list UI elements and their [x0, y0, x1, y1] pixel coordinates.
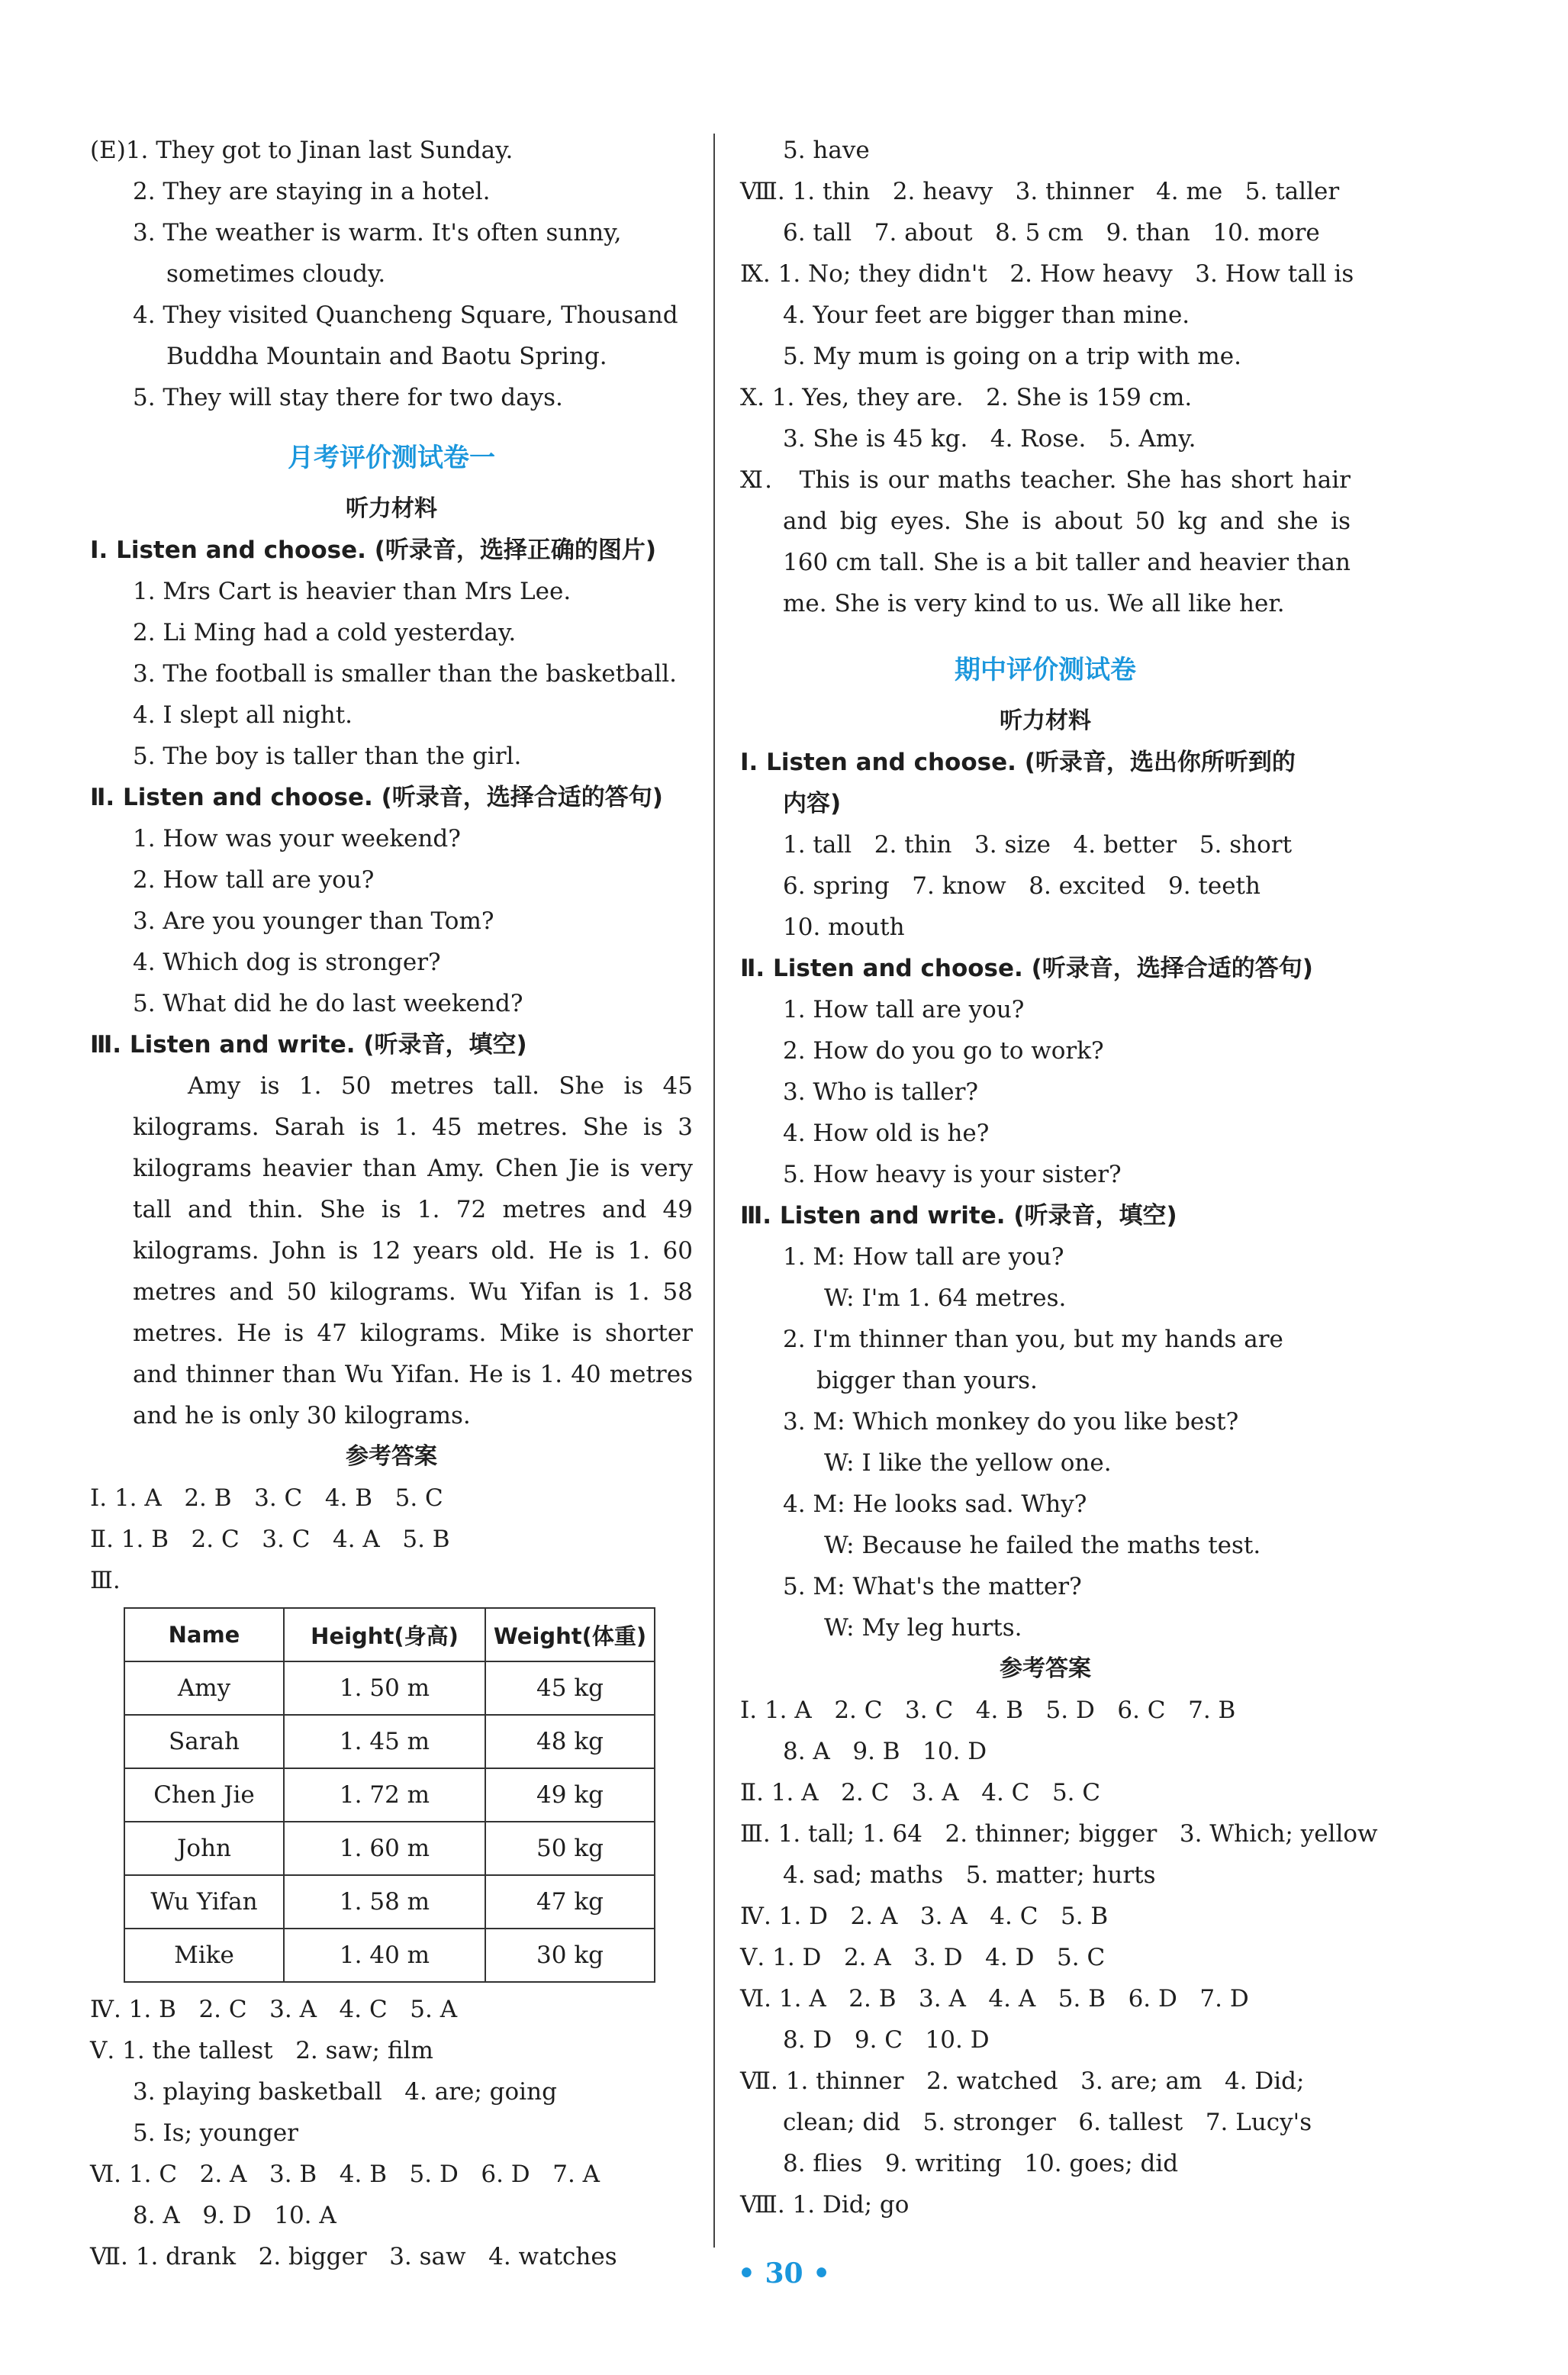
table-cell: 1. 50 m: [284, 1661, 485, 1715]
table-cell: 1. 40 m: [284, 1929, 485, 1982]
list-item: 2. How tall are you?: [133, 866, 375, 894]
part-heading: Ⅱ. Listen and choose. (听录音，选择合适的答句): [90, 784, 663, 811]
answer-line: Ⅳ. 1. B 2. C 3. A 4. C 5. A: [90, 1996, 458, 2023]
text-line: 4. They visited Quancheng Square, Thousand: [133, 301, 678, 329]
answers-title: 参考答案: [1000, 1655, 1091, 1682]
answers-title: 参考答案: [346, 1443, 437, 1470]
list-item: 3. The football is smaller than the basketball.: [133, 660, 678, 688]
part-heading: Ⅰ. Listen and choose. (听录音，选择正确的图片): [90, 537, 657, 564]
table-cell: 48 kg: [485, 1715, 655, 1768]
section-title: 月考评价测试卷一: [288, 443, 495, 473]
table-cell: 1. 45 m: [284, 1715, 485, 1768]
list-item: 4. Which dog is stronger?: [133, 949, 441, 976]
list-item: 5. How heavy is your sister?: [783, 1161, 1122, 1188]
dialogue-line: 3. M: Which monkey do you like best?: [783, 1408, 1239, 1436]
table-cell: Mike: [124, 1929, 284, 1982]
listening-title: 听力材料: [1000, 707, 1091, 734]
column-divider: [713, 134, 715, 2248]
table-row: [124, 1715, 655, 1768]
part-heading: Ⅱ. Listen and choose. (听录音，选择合适的答句): [740, 955, 1313, 982]
dialogue-line: 2. I'm thinner than you, but my hands are: [783, 1326, 1283, 1353]
dialogue-line: 1. M: How tall are you?: [783, 1243, 1064, 1271]
answer-line: 6. tall 7. about 8. 5 cm 9. than 10. more: [783, 219, 1320, 247]
list-item: 1. How was your weekend?: [133, 825, 461, 852]
answer-line: Ⅸ. 1. No; they didn't 2. How heavy 3. How tall is: [740, 260, 1354, 288]
list-item: 10. mouth: [783, 914, 905, 941]
list-item: 6. spring 7. know 8. excited 9. teeth: [783, 872, 1261, 900]
answer-line: Ⅰ. 1. A 2. B 3. C 4. B 5. C: [90, 1484, 443, 1512]
answer-line: clean; did 5. stronger 6. tallest 7. Lucy's: [783, 2109, 1312, 2136]
answer-line: 4. Your feet are bigger than mine.: [783, 301, 1190, 329]
right-column: [740, 130, 1378, 2225]
dialogue-line: W: Because he failed the maths test.: [824, 1532, 1261, 1559]
table-cell: 50 kg: [485, 1822, 655, 1875]
page-number: • 30 •: [737, 2257, 831, 2290]
answer-line: Ⅴ. 1. D 2. A 3. D 4. D 5. C: [740, 1944, 1106, 1971]
left-column: [90, 130, 693, 2277]
table-cell: 1. 72 m: [284, 1768, 485, 1822]
text-line: Buddha Mountain and Baotu Spring.: [166, 343, 607, 370]
answer-line: 8. A 9. D 10. A: [133, 2202, 336, 2229]
part-heading: 内容): [783, 790, 842, 817]
table-row: [124, 1929, 655, 1982]
answer-line: Ⅲ. 1. tall; 1. 64 2. thinner; bigger 3. Which; yellow: [740, 1820, 1378, 1848]
table-cell: 1. 60 m: [284, 1822, 485, 1875]
table-cell: 1. 58 m: [284, 1875, 485, 1929]
table-header-row: [124, 1608, 655, 1661]
answer-line: 5. have: [783, 137, 870, 164]
dialogue-line: bigger than yours.: [816, 1367, 1038, 1394]
answer-line: Ⅵ. 1. A 2. B 3. A 4. A 5. B 6. D 7. D: [740, 1985, 1249, 2012]
writing-paragraph: Ⅺ. This is our maths teacher. She has short hair and big eyes. She is about 50 kg and she is 160 cm tall. She is a bit taller and heavier than me. She is very kind to us. We all like her.: [740, 466, 1358, 617]
dialogue-line: W: My leg hurts.: [824, 1614, 1022, 1642]
answer-line: Ⅰ. 1. A 2. C 3. C 4. B 5. D 6. C 7. B: [740, 1697, 1236, 1724]
list-item: 4. I slept all night.: [133, 701, 353, 729]
list-item: 1. How tall are you?: [783, 996, 1025, 1023]
table-cell: Wu Yifan: [124, 1875, 284, 1929]
section-title: 期中评价测试卷: [955, 655, 1136, 685]
answer-line: 4. sad; maths 5. matter; hurts: [783, 1861, 1156, 1889]
answer-line: Ⅹ. 1. Yes, they are. 2. She is 159 cm.: [740, 384, 1193, 411]
list-item: 2. Li Ming had a cold yesterday.: [133, 619, 517, 646]
table-row: [124, 1768, 655, 1822]
list-item: 3. Who is taller?: [783, 1078, 979, 1106]
answer-line: 8. A 9. B 10. D: [783, 1738, 987, 1765]
table-header: Weight(体重): [485, 1608, 655, 1661]
dialogue-line: W: I like the yellow one.: [824, 1449, 1112, 1477]
dialogue-line: 5. M: What's the matter?: [783, 1573, 1082, 1600]
answer-line: 5. My mum is going on a trip with me.: [783, 343, 1241, 370]
list-item: 3. Are you younger than Tom?: [133, 907, 494, 935]
part-heading: Ⅲ. Listen and write. (听录音，填空): [90, 1031, 527, 1059]
answer-line: Ⅳ. 1. D 2. A 3. A 4. C 5. B: [740, 1903, 1109, 1930]
page-number-value: 30: [765, 2257, 803, 2290]
answer-line: 5. Is; younger: [133, 2119, 298, 2147]
answer-line: 3. She is 45 kg. 4. Rose. 5. Amy.: [783, 425, 1196, 453]
list-item: 5. What did he do last weekend?: [133, 990, 523, 1017]
dialogue-line: W: I'm 1. 64 metres.: [824, 1284, 1067, 1312]
answer-line: 3. playing basketball 4. are; going: [133, 2078, 557, 2106]
list-item: 5. The boy is taller than the girl.: [133, 743, 522, 770]
answer-line: Ⅷ. 1. thin 2. heavy 3. thinner 4. me 5. taller: [740, 178, 1340, 205]
table-cell: Sarah: [124, 1715, 284, 1768]
text-line: sometimes cloudy.: [166, 260, 386, 288]
answer-line: Ⅵ. 1. C 2. A 3. B 4. B 5. D 6. D 7. A: [90, 2161, 600, 2188]
answer-line: 8. flies 9. writing 10. goes; did: [783, 2150, 1179, 2177]
answer-line: 8. D 9. C 10. D: [783, 2026, 990, 2054]
height-weight-table: [124, 1607, 655, 1983]
text-line: 2. They are staying in a hotel.: [133, 178, 491, 205]
table-cell: 49 kg: [485, 1768, 655, 1822]
table-cell: Chen Jie: [124, 1768, 284, 1822]
part-heading: Ⅰ. Listen and choose. (听录音，选出你所听到的: [740, 749, 1296, 776]
table-header: Height(身高): [284, 1608, 485, 1661]
answer-line: Ⅱ. 1. A 2. C 3. A 4. C 5. C: [740, 1779, 1101, 1806]
table-cell: Amy: [124, 1661, 284, 1715]
answer-line: Ⅶ. 1. drank 2. bigger 3. saw 4. watches: [90, 2243, 617, 2270]
listening-paragraph: Amy is 1. 50 metres tall. She is 45 kilograms. Sarah is 1. 45 metres. She is 3 kilograms heavier than Amy. Chen Jie is very tall and thin. She is 1. 72 metres and 49 kilograms. John is 12 years old. He is 1. 60 metres and 50 kilograms. Wu Yifan is 1. 58 metres. He is 47 kilograms. Mike is shorter and thinner than Wu Yifan. He is 1. 40 metres and he is only 30 kilograms.: [133, 1072, 693, 1429]
text-line: (E)1. They got to Jinan last Sunday.: [90, 137, 514, 164]
table-cell: John: [124, 1822, 284, 1875]
table-cell: 45 kg: [485, 1661, 655, 1715]
table-row: [124, 1875, 655, 1929]
text-line: 5. They will stay there for two days.: [133, 384, 563, 411]
answer-line: Ⅱ. 1. B 2. C 3. C 4. A 5. B: [90, 1526, 450, 1553]
answer-line: Ⅲ.: [90, 1567, 121, 1594]
answer-line: Ⅴ. 1. the tallest 2. saw; film: [90, 2037, 433, 2064]
answer-line: Ⅷ. 1. Did; go: [740, 2191, 910, 2219]
table-cell: 30 kg: [485, 1929, 655, 1982]
table-header: Name: [124, 1608, 284, 1661]
text-line: 3. The weather is warm. It's often sunny,: [133, 219, 622, 247]
dialogue-line: 4. M: He looks sad. Why?: [783, 1490, 1087, 1518]
table-row: [124, 1822, 655, 1875]
list-item: 2. How do you go to work?: [783, 1037, 1104, 1065]
table-cell: 47 kg: [485, 1875, 655, 1929]
list-item: 1. tall 2. thin 3. size 4. better 5. short: [783, 831, 1293, 859]
list-item: 1. Mrs Cart is heavier than Mrs Lee.: [133, 578, 571, 605]
list-item: 4. How old is he?: [783, 1120, 990, 1147]
answer-line: Ⅶ. 1. thinner 2. watched 3. are; am 4. Did;: [740, 2067, 1305, 2095]
table-row: [124, 1661, 655, 1715]
listening-title: 听力材料: [346, 495, 437, 522]
part-heading: Ⅲ. Listen and write. (听录音，填空): [740, 1202, 1177, 1229]
